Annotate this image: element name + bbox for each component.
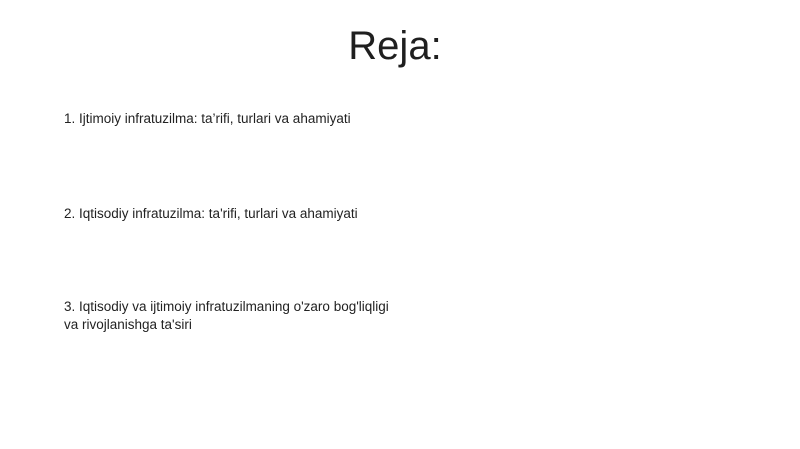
plan-item-2: 2. Iqtisodiy infratuzilma: ta'rifi, turlari va ahamiyati — [64, 206, 358, 221]
plan-item-3-line-2: va rivojlanishga ta'siri — [64, 317, 192, 332]
plan-item-3 — [64, 298, 424, 334]
plan-item-3-line-1: 3. Iqtisodiy va ijtimoiy infratuzilmaning o'zaro bog'liqligi — [64, 299, 389, 314]
plan-item-1: 1. Ijtimoiy infratuzilma: ta’rifi, turlari va ahamiyati — [64, 111, 351, 126]
slide-title: Reja: — [348, 24, 442, 68]
